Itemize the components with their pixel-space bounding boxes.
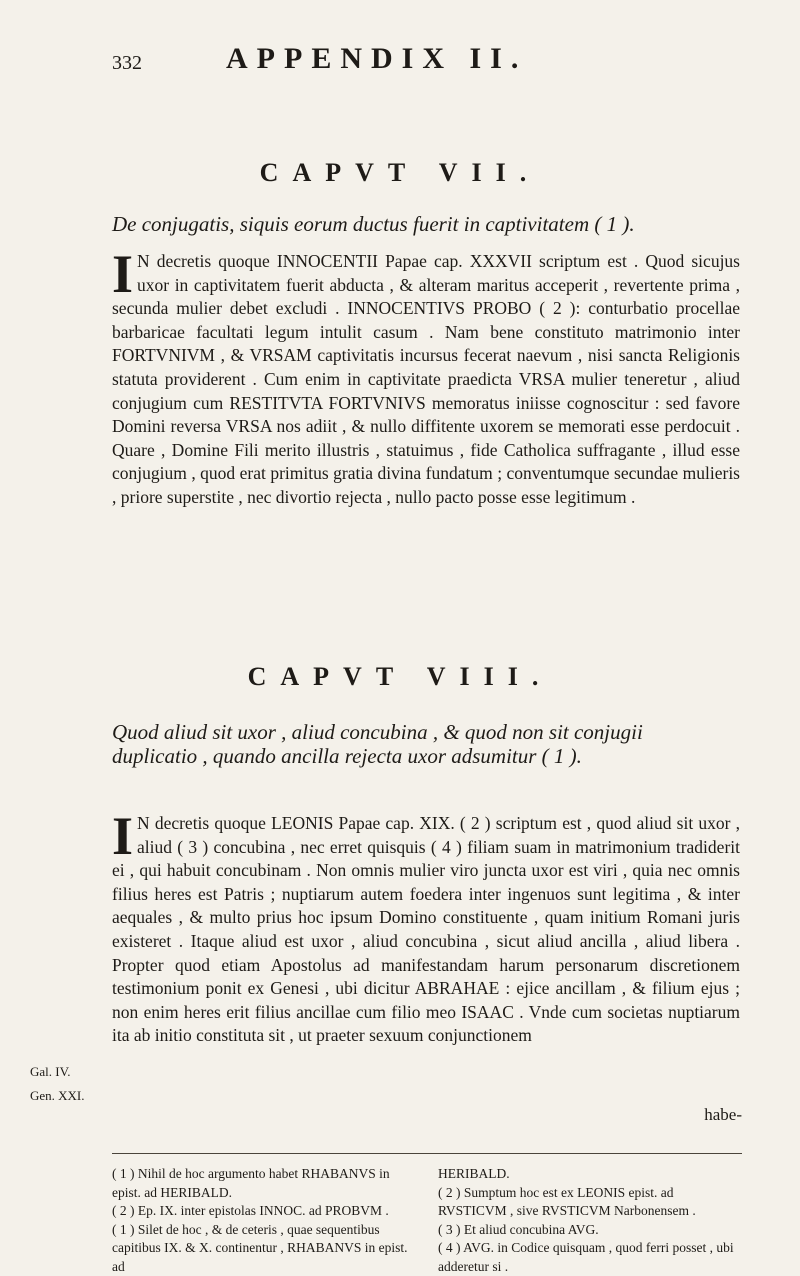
footnote: ( 1 ) Nihil de hoc argumento habet RHABANVS in epist. ad HERIBALD. (112, 1165, 410, 1202)
footnote: HERIBALD. (438, 1165, 736, 1184)
chapter-7-subtitle: De conjugatis, siquis eorum ductus fuerit in captivitatem ( 1 ). (112, 212, 732, 236)
running-title: APPENDIX II. (226, 42, 527, 76)
chapter-7-body (112, 250, 740, 510)
footnote: ( 3 ) Et aliud concubina AVG. (438, 1221, 736, 1240)
footnote: ( 2 ) Ep. IX. inter epistolas INNOC. ad PROBVM . (112, 1202, 410, 1221)
footnotes-right-column (438, 1165, 736, 1276)
footnote: ( 2 ) Sumptum hoc est ex LEONIS epist. ad RVSTICVM , sive RVSTICVM Narbonensem . (438, 1184, 736, 1221)
page-number: 332 (112, 52, 142, 75)
footnote: ( 4 ) AVG. in Codice quisquam , quod ferri posset , ubi adderetur si . (438, 1239, 736, 1276)
margin-note-galatians: Gal. IV. (30, 1060, 90, 1084)
margin-note-genesis: Gen. XXI. (30, 1084, 90, 1108)
page-header (0, 28, 800, 68)
chapter-8-body (112, 812, 740, 1048)
chapter-8-heading: CAPVT VIII. (0, 662, 800, 692)
chapter-8-dropcap: I (112, 814, 133, 858)
catchword: habe- (704, 1105, 742, 1125)
footnotes-left-column (112, 1165, 410, 1276)
footnote: ( 1 ) Silet de hoc , & de ceteris , quae sequentibus capitibus IX. & X. continentur , RHABANVS in epist. ad (112, 1221, 410, 1276)
footnote-divider (112, 1153, 742, 1154)
chapter-7-text: N decretis quoque INNOCENTII Papae cap. XXXVII scriptum est . Quod sicujus uxor in captivitatem fuerit abducta , & alteram maritus acceperit , revertente prima , secunda mulier debet excludi . INNOCENTIVS PROBO ( 2 ): conturbatio procellae barbaricae facultati legum intulit casum . Nam bene constituto matrimonio inter FORTVNIVM , & VRSAM captivitatis incursus fecerat naevum , nisi sancta Religionis statuta providerent . Cum enim in captivitate praedicta VRSA mulier teneretur , aliud conjugium cum RESTITVTA FORTVNIVS memoratus iniisse cognoscitur : sed favore Domini reversa VRSA nos adiit , & nullo diffitente uxorem se memorati esse perdocuit . Quare , Domine Fili merito illustris , statuimus , fide Catholica suffragante , illud esse conjugium , quod erat primitus gratia divina fundatum ; conventumque secundae mulieris , priore superstite , nec divortio rejecta , nullo pacto posse esse legitimum . (112, 251, 740, 507)
chapter-8-text: N decretis quoque LEONIS Papae cap. XIX. ( 2 ) scriptum est , quod aliud sit uxor , aliud ( 3 ) concubina , nec erret quisquis ( 4 ) filiam suam in matrimonium tradiderit ei , qui habuit concubinam . Non omnis mulier viro juncta uxor est viri , quia nec omnis filius heres est Patris ; nuptiarum autem foedera inter ingenuos sunt legitima , & inter aequales , & multo prius hoc ipsum Domino constituente , quam initium Romani juris existeret . Itaque aliud est uxor , aliud concubina , sicut aliud ancilla , aliud libera . Propter quod etiam Apostolus ad manifestandam harum personarum discretionem testimonium ponit ex Genesi , ubi dicitur ABRAHAE : ejice ancillam , & filium ejus ; non enim heres erit filius ancillae cum filio meo ISAAC . Vnde cum societas nuptiarum ita ab initio constituta sit , ut praeter sexuum conjunctionem (112, 813, 740, 1045)
chapter-7-heading: CAPVT VII. (0, 158, 800, 188)
chapter-7-dropcap: I (112, 252, 133, 296)
chapter-8-subtitle: Quod aliud sit uxor , aliud concubina , & quod non sit conjugii duplicatio , quando ancilla rejecta uxor adsumitur ( 1 ). (112, 720, 732, 768)
